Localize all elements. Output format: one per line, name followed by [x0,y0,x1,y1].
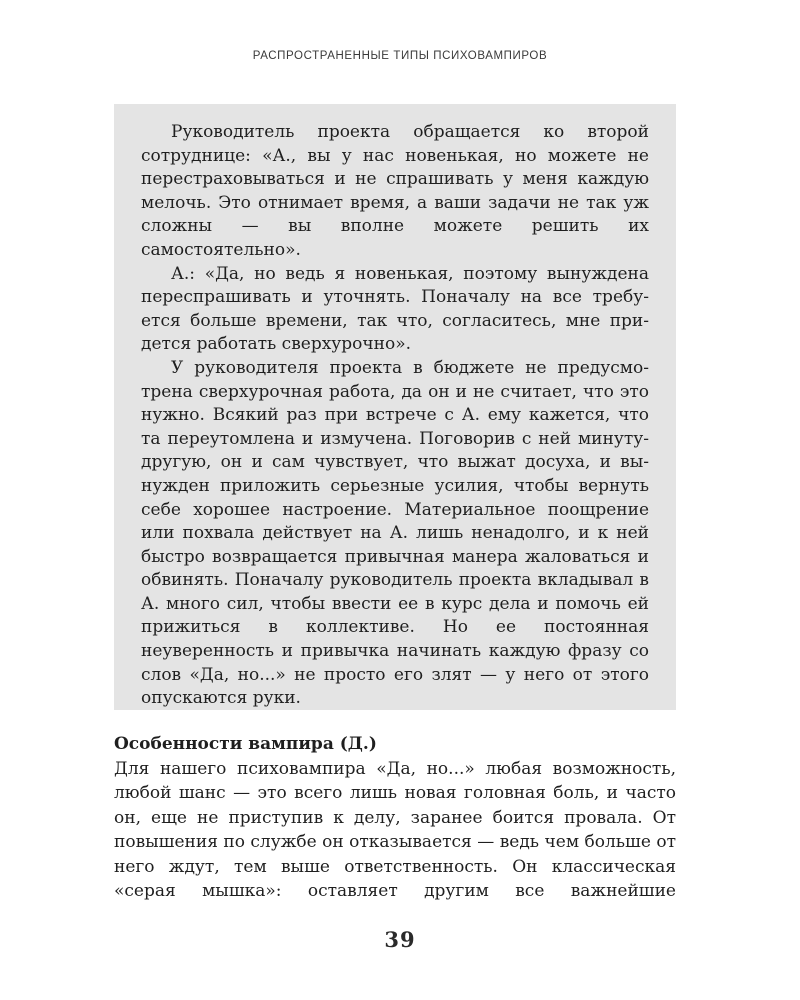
section-body [114,732,676,904]
example-paragraph-3: У руководителя проекта в бюджете не предусмотрена сверхурочная работа, да он и не считает, что это нужно. Всякий раз при встрече с А. ему кажется, что та переутомлена и измучена. Поговорив с ней минуту-другую, он и сам чувствует, что выжат досуха, и вынужден приложить серьезные усилия, чтобы вернуть себе хорошее настроение. Материальное поощрение или похвала действует на А. лишь ненадолго, и к ней быстро возвращается привычная манера жаловаться и обвинять. Поначалу руководитель проекта вкладывал в А. много сил, чтобы ввести ее в курс дела и помочь ей прижиться в коллективе. Но ее постоянная неуверенность и привычка начинать каждую фразу со слов «Да, но...» не просто его злят — у него от этого опускаются руки. [141,357,649,709]
page-number: 39 [384,927,416,952]
example-paragraph-2: А.: «Да, но ведь я новенькая, поэтому вынуждена переспрашивать и уточнять. Поначалу на все требуется больше времени, так что, согласитесь, мне придется работать сверхурочно». [141,263,649,355]
section-paragraph: Для нашего психовампира «Да, но...» любая возможность, любой шанс — это всего лишь новая головная боль, и часто он, еще не приступив к делу, заранее боится провала. От повышения по службе он отказывается — ведь чем больше от него ждут, тем выше ответственность. Он классическая «серая мышка»: оставляет другим все важнейшие [114,758,676,901]
section-heading: Особенности вампира (Д.) [114,734,377,754]
example-paragraph-1: Руководитель проекта обращается ко второй сотруднице: «А., вы у нас новенькая, но можете не перестраховываться и не спрашивать у меня каждую мелочь. Это отнимает время, а ваши задачи не так уж сложны — вы вполне можете решить их самостоятельно». [141,122,649,260]
example-box [114,104,676,710]
running-head: РАСПРОСТРАНЕННЫЕ ТИПЫ ПСИХОВАМПИРОВ [252,50,548,62]
